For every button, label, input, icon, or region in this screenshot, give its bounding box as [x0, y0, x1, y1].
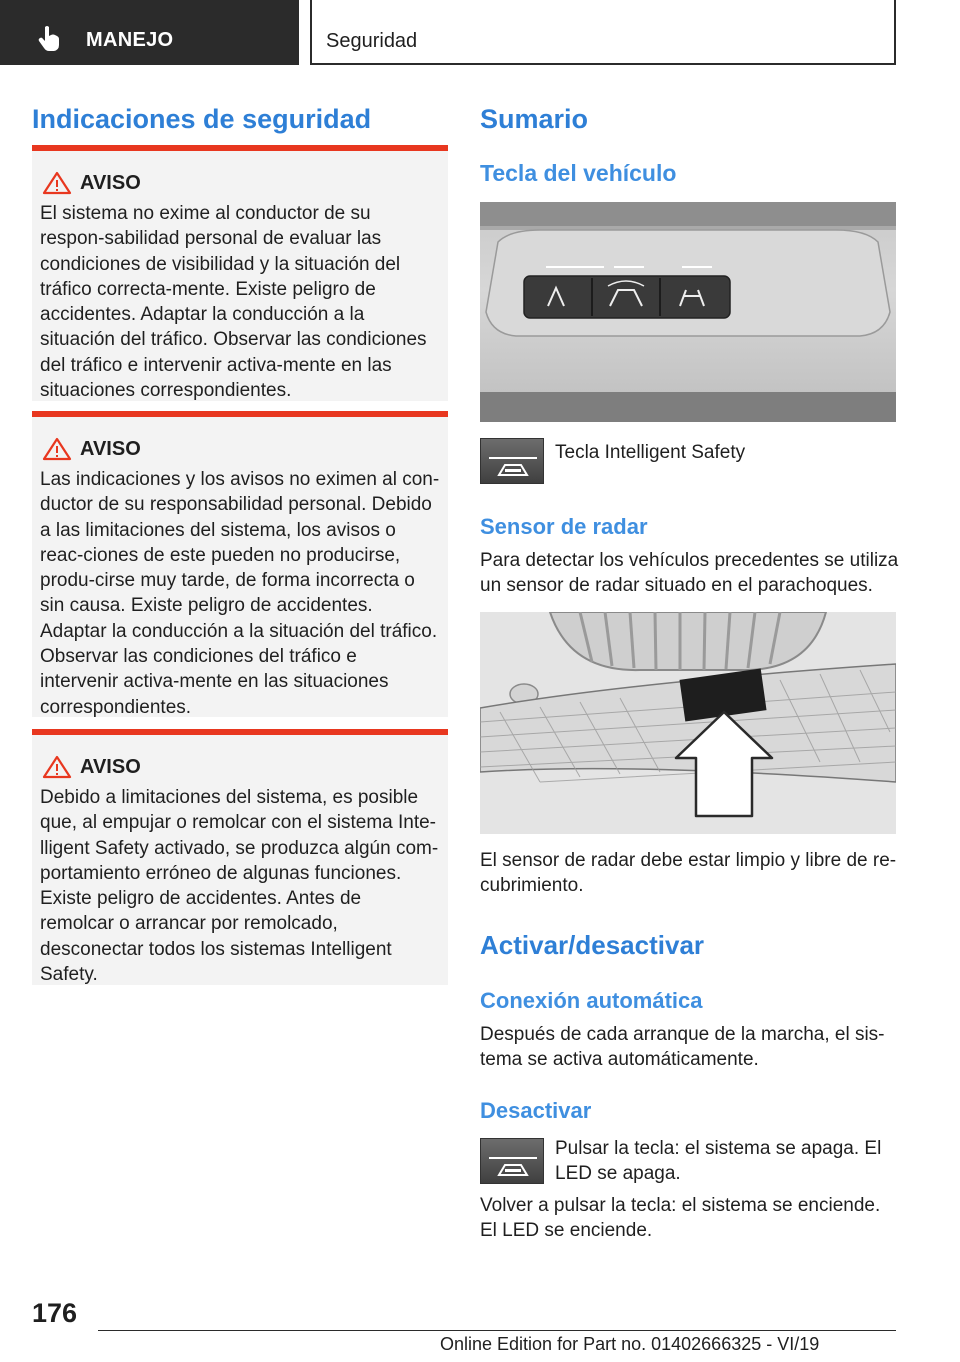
radar-sensor-photo — [480, 612, 896, 834]
warning-triangle-icon — [42, 171, 72, 195]
warning-label: AVISO — [80, 437, 141, 460]
tecla-caption: Tecla Intelligent Safety — [555, 442, 746, 463]
warning-triangle-icon — [42, 437, 72, 461]
sensor-note: El sensor de radar debe estar limpio y libre de re-cubrimiento. — [480, 850, 897, 896]
left-title: Indicaciones de seguridad — [32, 104, 372, 134]
intelligent-safety-button-icon — [480, 438, 544, 484]
chapter-tab — [0, 0, 299, 65]
warning-text: El sistema no exime al conductor de su respon-sabilidad personal de evaluar las condiciones de visibilidad y la situación del tráfico correcta-mente. Existe peligro de accidentes. Adaptar la conducción a la situación del tráfico. Observar las condiciones del tráfico e intervenir activa-mente en las situaciones correspondientes. — [40, 203, 427, 402]
warning-box-2 — [32, 411, 448, 717]
desactivar-caption: Pulsar la tecla: el sistema se apaga. El LED se apaga. — [555, 1138, 882, 1184]
footer-divider — [98, 1330, 896, 1331]
sensor-title: Sensor de radar — [480, 514, 648, 539]
page-number: 176 — [32, 1298, 78, 1328]
desactivar-text: Volver a pulsar la tecla: el sistema se enciende. El LED se enciende. — [480, 1195, 881, 1241]
warning-text: Debido a limitaciones del sistema, es posible que, al empujar o remolcar con el sistema Inte-lligent Safety activado, se produzca algún com-portamiento erróneo de algunas funciones. Existe peligro de accidentes. Antes de remolcar o arrancar por remolcado, desconectar todos los sistemas Intelligent Safety. — [40, 787, 439, 986]
desactivar-title: Desactivar — [480, 1098, 592, 1123]
intelligent-safety-button-icon — [480, 1138, 544, 1184]
sensor-text: Para detectar los vehículos precedentes se utiliza un sensor de radar situado en el parachoques. — [480, 550, 899, 596]
sumario-title: Sumario — [480, 104, 589, 134]
warning-label: AVISO — [80, 755, 141, 778]
edition-text: Online Edition for Part no. 01402666325 - VI/19 — [440, 1334, 820, 1354]
warning-label: AVISO — [80, 171, 141, 194]
section-tab — [310, 0, 896, 65]
warning-box-1 — [32, 145, 448, 401]
warning-triangle-icon — [42, 755, 72, 779]
activar-title: Activar/desactivar — [480, 930, 705, 960]
warning-box-3 — [32, 729, 448, 985]
conexion-text: Después de cada arranque de la marcha, el sis-tema se activa automáticamente. — [480, 1024, 885, 1070]
tecla-title: Tecla del vehículo — [480, 160, 677, 186]
warning-text: Las indicaciones y los avisos no eximen al con-ductor de su responsabilidad personal. Debido a las limitaciones del sistema, los avisos o reac-ciones de este pueden no producirse, produ-cirse muy tarde, de forma incorrecta o sin causa. Existe peligro de accidentes. Adaptar la conducción a la situación del tráfico. Observar las condiciones del tráfico e intervenir activa-mente en las situaciones correspondientes. — [40, 469, 440, 718]
chapter-label: MANEJO — [86, 29, 174, 51]
conexion-title: Conexión automática — [480, 988, 703, 1013]
button-panel-photo — [480, 202, 896, 422]
hand-pointer-icon — [36, 24, 64, 52]
section-label: Seguridad — [326, 30, 418, 52]
